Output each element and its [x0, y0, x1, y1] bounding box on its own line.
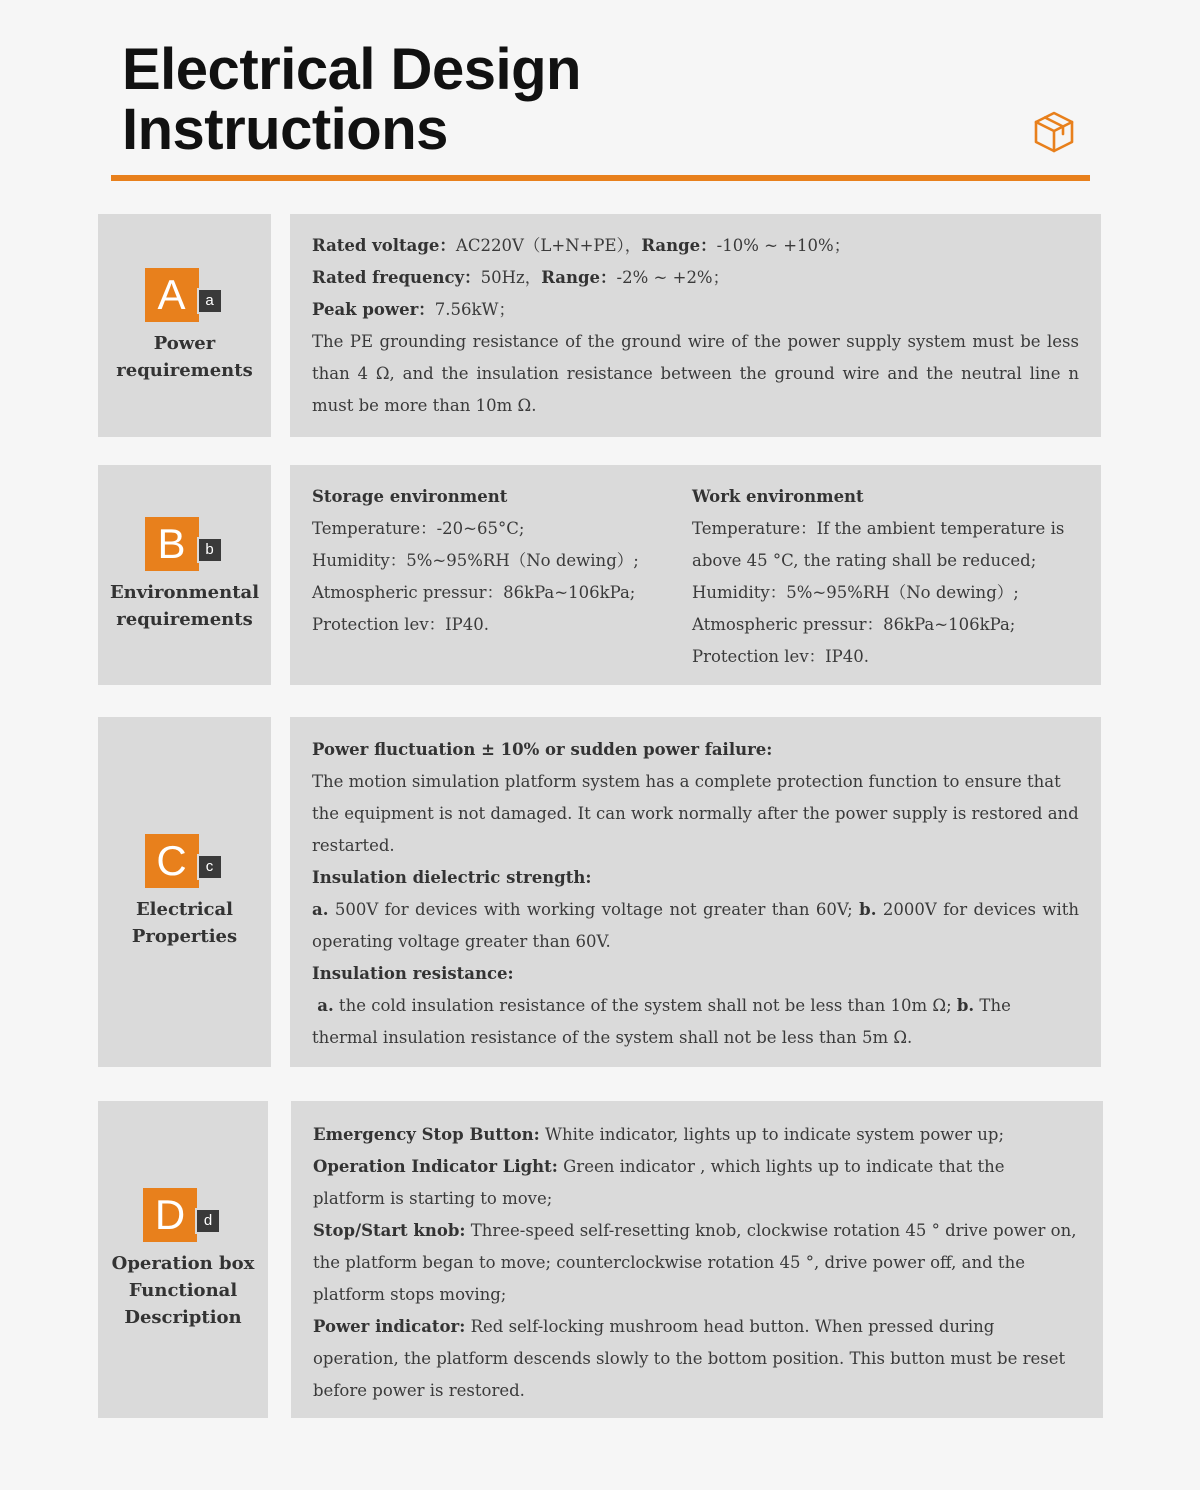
- section-c-badge: [145, 834, 225, 888]
- badge-letter: A: [145, 268, 199, 322]
- powerind-label: Power indicator:: [313, 1317, 466, 1336]
- badge-sub-letter: d: [195, 1208, 221, 1234]
- page-title: [122, 37, 581, 162]
- resistance-b-text: The thermal insulation resistance of the system shall not be less than 5m Ω.: [312, 996, 1011, 1047]
- badge-sub-letter: c: [197, 854, 223, 880]
- section-d-badge: [143, 1188, 223, 1242]
- badge-sub-letter: b: [197, 537, 223, 563]
- section-c-content: [290, 717, 1101, 1067]
- badge-letter: D: [143, 1188, 197, 1242]
- section-label-text: Operation box Functional Description: [111, 1253, 255, 1328]
- estop-line: [313, 1119, 1081, 1151]
- resistance-text: [312, 990, 1079, 1054]
- item-marker: b.: [956, 996, 975, 1015]
- header-divider: [111, 175, 1090, 181]
- section-label-text: Power requirements: [116, 332, 253, 381]
- knob-label: Stop/Start knob:: [313, 1221, 466, 1240]
- rated-voltage-line: [312, 230, 1079, 262]
- section-c-label: [98, 717, 271, 1067]
- title-line-1: Electrical Design: [122, 37, 581, 102]
- resistance-title: Insulation resistance:: [312, 964, 514, 983]
- section-a-label: [98, 214, 271, 437]
- item-marker: b.: [859, 900, 877, 919]
- section-d-label: [98, 1101, 268, 1418]
- work-line: above 45 °C, the rating shall be reduced;: [692, 551, 1037, 570]
- badge-sub-letter: a: [197, 288, 223, 314]
- section-b-content: [290, 465, 1101, 685]
- dielectric-text: [312, 894, 1079, 958]
- dielectric-a-text: 500V for devices with working voltage not greater than 60V;: [328, 900, 853, 919]
- storage-line: Atmospheric pressur：86kPa~106kPa;: [312, 583, 636, 602]
- rated-frequency-value: 50Hz，: [480, 268, 542, 287]
- opind-text: Green indicator , which lights up to indicate that the platform is starting to move;: [313, 1157, 1005, 1208]
- section-label-text: Electrical Properties: [131, 899, 238, 947]
- voltage-range-value: -10% ~ +10%；: [716, 236, 851, 255]
- section-b-badge: [145, 517, 225, 571]
- storage-environment: [312, 481, 692, 673]
- peak-power-value: 7.56kW；: [434, 300, 515, 319]
- work-line: Atmospheric pressur：86kPa~106kPa;: [692, 615, 1016, 634]
- frequency-range-label: Range：: [541, 268, 617, 287]
- section-d-content: [291, 1101, 1103, 1418]
- rated-voltage-value: AC220V（L+N+PE），: [455, 236, 642, 255]
- knob-text: Three-speed self-resetting knob, clockwise rotation 45 ° drive power on, the platform began to move; counterclockwise rotation 45 °, drive power off, and the platform stops moving;: [313, 1221, 1077, 1304]
- peak-power-label: Peak power：: [312, 300, 435, 319]
- dielectric-title: Insulation dielectric strength:: [312, 868, 592, 887]
- storage-line: Protection lev：IP40.: [312, 615, 489, 634]
- fluctuation-text: The motion simulation platform system has a complete protection function to ensure that the equipment is not damaged. It can work normally after the power supply is restored and restarted.: [312, 772, 1079, 855]
- rated-voltage-label: Rated voltage：: [312, 236, 456, 255]
- item-marker: a.: [317, 996, 334, 1015]
- grounding-text: The PE grounding resistance of the ground wire of the power supply system must be less than 4 Ω, and the insulation resistance between the ground wire and the neutral line n must be more than 10m Ω.: [312, 332, 1079, 415]
- estop-label: Emergency Stop Button:: [313, 1125, 540, 1144]
- frequency-range-value: -2% ~ +2%；: [616, 268, 730, 287]
- work-environment: [692, 481, 1079, 673]
- rated-frequency-line: [312, 262, 1079, 294]
- rated-frequency-label: Rated frequency：: [312, 268, 481, 287]
- powerind-line: [313, 1311, 1081, 1407]
- work-line: Temperature：If the ambient temperature is: [692, 519, 1065, 538]
- work-title: Work environment: [692, 487, 864, 506]
- badge-letter: C: [145, 834, 199, 888]
- section-a-content: [290, 214, 1101, 437]
- item-marker: a.: [312, 900, 329, 919]
- dielectric-b-text: 2000V for devices with operating voltage greater than 60V.: [312, 900, 1080, 951]
- work-line: Protection lev：IP40.: [692, 647, 869, 666]
- storage-title: Storage environment: [312, 487, 508, 506]
- section-b-label: [98, 465, 271, 685]
- storage-line: Temperature：-20~65°C;: [312, 519, 525, 538]
- estop-text: White indicator, lights up to indicate system power up;: [539, 1125, 1005, 1144]
- section-a-badge: [145, 268, 225, 322]
- section-label-text: Environmental requirements: [109, 582, 260, 630]
- cube-icon: [1032, 110, 1076, 154]
- work-line: Humidity：5%~95%RH（No dewing）;: [692, 583, 1019, 602]
- storage-line: Humidity：5%~95%RH（No dewing）;: [312, 551, 639, 570]
- title-line-2: Instructions: [122, 97, 448, 162]
- powerind-text: Red self-locking mushroom head button. When pressed during operation, the platform descends slowly to the bottom position. This button must be reset before power is restored.: [313, 1317, 1066, 1400]
- resistance-a-text: the cold insulation resistance of the system shall not be less than 10m Ω;: [333, 996, 952, 1015]
- knob-line: [313, 1215, 1081, 1311]
- peak-power-line: [312, 294, 1079, 326]
- fluctuation-title: Power fluctuation ± 10% or sudden power failure:: [312, 740, 773, 759]
- voltage-range-label: Range：: [641, 236, 717, 255]
- opind-line: [313, 1151, 1081, 1215]
- badge-letter: B: [145, 517, 199, 571]
- opind-label: Operation Indicator Light:: [313, 1157, 558, 1176]
